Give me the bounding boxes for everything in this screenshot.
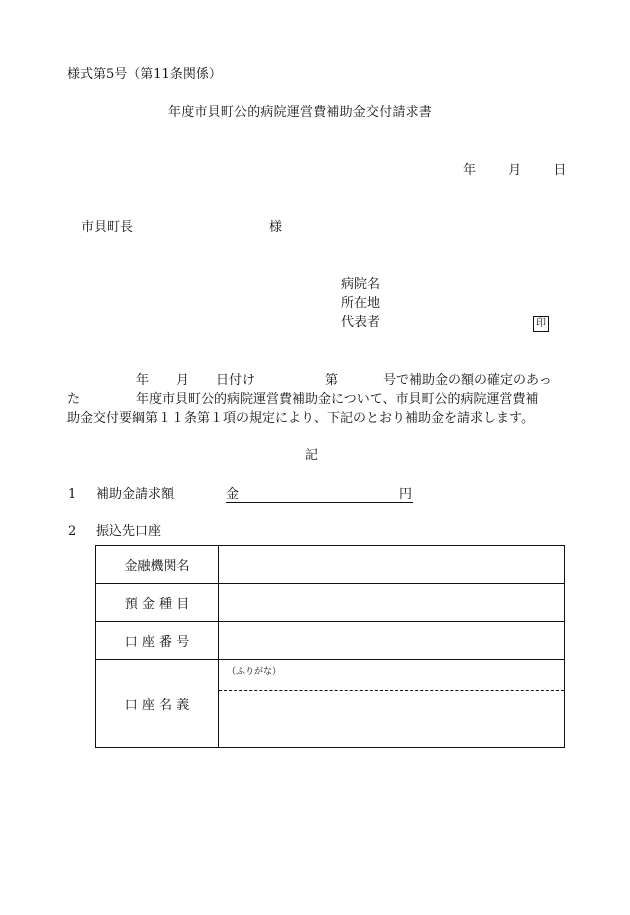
- hospital-name-label: 病院名: [341, 277, 381, 292]
- form-number: 様式第5号（第11条関係）: [67, 67, 222, 82]
- body-line-3: 助金交付要綱第１１条第１項の規定により、下記のとおり補助金を請求します。: [67, 411, 534, 426]
- account-holder-field[interactable]: [219, 660, 565, 748]
- deposit-type-field[interactable]: [219, 584, 565, 622]
- item-1-label: 補助金請求額: [96, 487, 175, 502]
- date-day: 日: [553, 163, 567, 178]
- body-ta: た: [67, 392, 81, 407]
- body-dai: 第: [325, 373, 339, 388]
- date-line: [463, 163, 566, 179]
- furigana-divider: [219, 690, 564, 691]
- amount-prefix: 金: [226, 487, 240, 502]
- deposit-type-label: 預 金 種 目: [96, 584, 219, 622]
- bank-name-field[interactable]: [219, 546, 565, 584]
- address-label: 所在地: [341, 296, 381, 311]
- item-2-label: 振込先口座: [96, 524, 162, 539]
- amount-underline: [226, 502, 413, 503]
- item-1: [68, 487, 413, 503]
- document-title: 年度市貝町公的病院運営費補助金交付請求書: [168, 105, 433, 120]
- item-1-number: 1: [68, 487, 77, 502]
- seal-mark: 印: [533, 316, 549, 332]
- representative-label: 代表者: [341, 315, 381, 330]
- table-row: [96, 660, 565, 748]
- addressee: [81, 220, 283, 236]
- body-day: 日付け: [216, 373, 256, 388]
- date-month: 月: [508, 163, 522, 178]
- account-number-field[interactable]: [219, 622, 565, 660]
- body-line2-text: 年度市貝町公的病院運営費補助金について、市貝町公的病院運営費補: [136, 392, 539, 407]
- account-number-label: 口 座 番 号: [96, 622, 219, 660]
- item-2: [68, 524, 162, 540]
- item-2-number: 2: [68, 524, 77, 539]
- body-month: 月: [176, 373, 190, 388]
- table-row: [96, 546, 565, 584]
- date-year: 年: [463, 163, 477, 178]
- body-go: 号で補助金の額の確定のあっ: [383, 373, 552, 388]
- body-year: 年: [136, 373, 150, 388]
- table-row: [96, 622, 565, 660]
- account-holder-label: 口 座 名 義: [96, 660, 219, 748]
- account-table: [95, 545, 565, 748]
- bank-name-label: 金融機関名: [96, 546, 219, 584]
- ki-heading: 記: [305, 448, 319, 463]
- addressee-honorific: 様: [269, 220, 283, 235]
- furigana-label: （ふりがな）: [227, 667, 282, 677]
- amount-unit: 円: [399, 487, 413, 502]
- table-row: [96, 584, 565, 622]
- addressee-name: 市貝町長: [81, 220, 134, 235]
